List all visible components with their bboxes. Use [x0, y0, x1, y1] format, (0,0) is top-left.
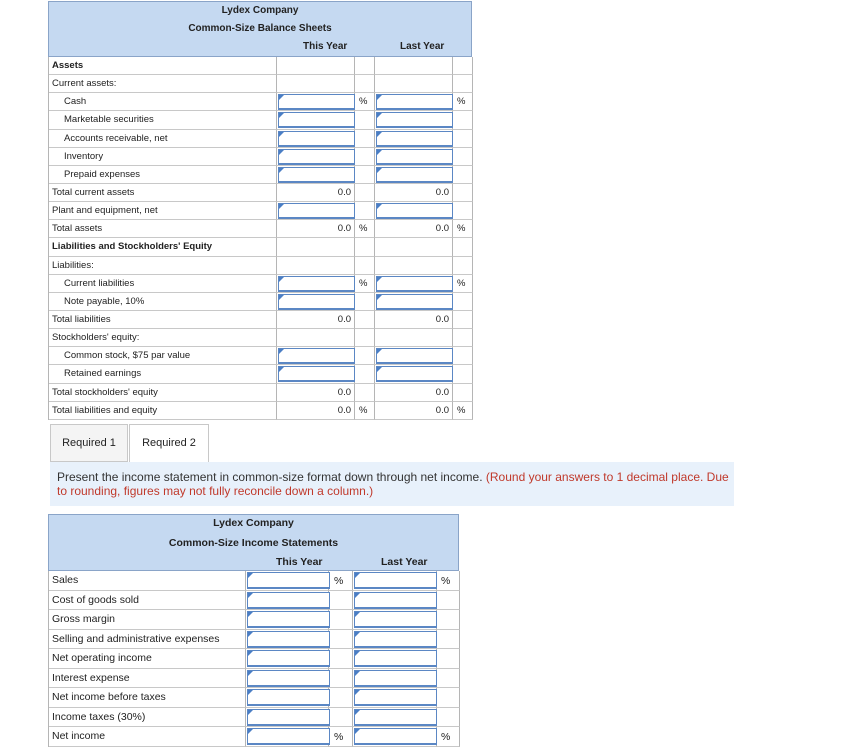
bs-last-year-value: 0.0	[435, 186, 449, 198]
is-row-label: Net income	[49, 727, 246, 747]
bs-last-year-input[interactable]	[376, 203, 453, 219]
bs-row	[48, 202, 472, 220]
bs-last-year-input[interactable]	[376, 149, 453, 165]
bs-this-year-value: 0.0	[337, 404, 351, 416]
bs-cell	[277, 257, 355, 275]
is-company-name: Lydex Company	[213, 517, 294, 529]
bs-row	[48, 57, 472, 75]
is-this-year-input[interactable]	[247, 728, 330, 745]
is-this-year-input[interactable]	[247, 670, 330, 687]
balance-sheet-header	[48, 1, 472, 57]
bs-this-year-input[interactable]	[278, 348, 355, 364]
is-col-last-year: Last Year	[381, 556, 428, 568]
bs-cell	[277, 238, 355, 256]
is-row-label: Sales	[49, 571, 246, 591]
bs-last-year-value: 0.0	[435, 313, 449, 325]
is-this-year-input[interactable]	[247, 572, 330, 589]
is-last-year-input[interactable]	[354, 631, 437, 648]
bs-cell	[375, 238, 453, 256]
is-last-year-percent: %	[441, 731, 451, 743]
bs-row-label: Retained earnings	[49, 365, 277, 383]
bs-cell	[453, 75, 473, 93]
bs-cell	[453, 130, 473, 148]
is-col-this-year: This Year	[276, 556, 323, 568]
bs-this-year-input[interactable]	[278, 94, 355, 110]
bs-row	[48, 111, 472, 129]
bs-cell	[453, 384, 473, 402]
is-row	[48, 669, 459, 689]
bs-row	[48, 275, 472, 293]
is-row	[48, 688, 459, 708]
is-cell	[329, 630, 353, 650]
bs-col-this-year: This Year	[303, 41, 348, 52]
is-this-year-input[interactable]	[247, 709, 330, 726]
is-row	[48, 610, 459, 630]
bs-this-year-input[interactable]	[278, 167, 355, 183]
bs-this-year-input[interactable]	[278, 203, 355, 219]
bs-col-last-year: Last Year	[400, 41, 445, 52]
bs-row	[48, 293, 472, 311]
bs-row	[48, 220, 472, 238]
bs-cell	[355, 238, 375, 256]
bs-cell	[453, 184, 473, 202]
balance-sheet-rows	[48, 57, 472, 420]
bs-this-year-input[interactable]	[278, 149, 355, 165]
is-this-year-input[interactable]	[247, 592, 330, 609]
bs-cell	[453, 329, 473, 347]
is-row-label: Income taxes (30%)	[49, 708, 246, 728]
instruction-text: Present the income statement in common-size format down through net income.	[57, 470, 483, 484]
bs-this-year-input[interactable]	[278, 366, 355, 382]
is-row-label: Net operating income	[49, 649, 246, 669]
bs-last-year-value: 0.0	[435, 223, 449, 235]
bs-this-year-input[interactable]	[278, 294, 355, 310]
is-row-label: Net income before taxes	[49, 688, 246, 708]
tab-required-1[interactable]: Required 1	[50, 424, 128, 462]
bs-row-label: Total assets	[49, 220, 277, 238]
bs-title: Common-Size Balance Sheets	[188, 23, 332, 34]
bs-cell	[355, 384, 375, 402]
bs-cell	[453, 166, 473, 184]
bs-cell	[375, 57, 453, 75]
bs-cell	[355, 329, 375, 347]
is-row	[48, 630, 459, 650]
bs-row	[48, 365, 472, 383]
bs-row	[48, 329, 472, 347]
bs-last-year-input[interactable]	[376, 131, 453, 147]
bs-cell	[355, 75, 375, 93]
is-last-year-input[interactable]	[354, 592, 437, 609]
bs-row-label: Inventory	[49, 148, 277, 166]
bs-row-label: Stockholders' equity:	[49, 329, 277, 347]
bs-cell	[355, 365, 375, 383]
bs-last-year-input[interactable]	[376, 366, 453, 382]
is-last-year-percent: %	[441, 575, 451, 587]
is-last-year-input[interactable]	[354, 572, 437, 589]
is-last-year-input[interactable]	[354, 689, 437, 706]
bs-row-label: Assets	[49, 57, 277, 75]
is-row-label: Gross margin	[49, 610, 246, 630]
bs-row	[48, 402, 472, 420]
is-cell	[437, 708, 460, 728]
is-cell	[329, 591, 353, 611]
tab-required-2[interactable]: Required 2	[129, 424, 209, 462]
bs-this-year-input[interactable]	[278, 131, 355, 147]
bs-this-year-percent: %	[359, 277, 368, 289]
bs-cell	[453, 202, 473, 220]
bs-cell	[375, 257, 453, 275]
is-row-label: Selling and administrative expenses	[49, 630, 246, 650]
bs-company-name: Lydex Company	[221, 5, 299, 16]
bs-cell	[453, 57, 473, 75]
bs-row-label: Current assets:	[49, 75, 277, 93]
bs-row-label: Marketable securities	[49, 111, 277, 129]
bs-row	[48, 347, 472, 365]
is-cell	[437, 630, 460, 650]
bs-last-year-input[interactable]	[376, 94, 453, 110]
bs-last-year-value: 0.0	[435, 386, 449, 398]
instruction-panel	[50, 462, 734, 506]
is-row	[48, 591, 459, 611]
bs-cell	[453, 238, 473, 256]
bs-this-year-value: 0.0	[337, 223, 351, 235]
is-cell	[437, 591, 460, 611]
income-statement-table	[48, 514, 459, 747]
bs-row-label: Liabilities and Stockholders' Equity	[49, 238, 277, 256]
bs-last-year-input[interactable]	[376, 348, 453, 364]
is-cell	[329, 610, 353, 630]
bs-this-year-value: 0.0	[337, 186, 351, 198]
is-row-label: Interest expense	[49, 669, 246, 689]
is-this-year-input[interactable]	[247, 611, 330, 628]
bs-last-year-percent: %	[457, 277, 466, 289]
is-row	[48, 727, 459, 747]
bs-last-year-value: 0.0	[435, 404, 449, 416]
bs-cell	[355, 57, 375, 75]
bs-cell	[453, 257, 473, 275]
bs-cell	[453, 148, 473, 166]
is-cell	[437, 669, 460, 689]
bs-cell	[355, 130, 375, 148]
bs-this-year-input[interactable]	[278, 276, 355, 292]
is-cell	[329, 688, 353, 708]
bs-row	[48, 384, 472, 402]
bs-cell	[453, 365, 473, 383]
is-cell	[329, 708, 353, 728]
bs-cell	[355, 166, 375, 184]
bs-cell	[355, 257, 375, 275]
is-cell	[329, 649, 353, 669]
is-this-year-input[interactable]	[247, 650, 330, 667]
is-last-year-input[interactable]	[354, 650, 437, 667]
is-this-year-percent: %	[334, 731, 344, 743]
is-last-year-input[interactable]	[354, 611, 437, 628]
bs-cell	[277, 75, 355, 93]
is-cell	[437, 610, 460, 630]
is-cell	[437, 688, 460, 708]
is-title: Common-Size Income Statements	[168, 537, 339, 549]
bs-row-label: Cash	[49, 93, 277, 111]
bs-cell	[355, 111, 375, 129]
bs-last-year-input[interactable]	[376, 276, 453, 292]
bs-cell	[453, 293, 473, 311]
bs-this-year-input[interactable]	[278, 112, 355, 128]
bs-cell	[355, 311, 375, 329]
income-statement-header	[48, 514, 459, 571]
is-row	[48, 571, 459, 591]
bs-row	[48, 148, 472, 166]
bs-row-label: Prepaid expenses	[49, 166, 277, 184]
bs-row-label: Total stockholders' equity	[49, 384, 277, 402]
bs-this-year-value: 0.0	[337, 386, 351, 398]
bs-last-year-input[interactable]	[376, 167, 453, 183]
bs-this-year-value: 0.0	[337, 313, 351, 325]
bs-row-label: Total liabilities and equity	[49, 402, 277, 420]
bs-cell	[277, 329, 355, 347]
bs-row	[48, 238, 472, 256]
bs-cell	[355, 293, 375, 311]
bs-cell	[355, 202, 375, 220]
balance-sheet-table	[48, 1, 472, 420]
is-row	[48, 649, 459, 669]
bs-row-label: Plant and equipment, net	[49, 202, 277, 220]
is-row-label: Cost of goods sold	[49, 591, 246, 611]
bs-last-year-input[interactable]	[376, 294, 453, 310]
is-row	[48, 708, 459, 728]
income-statement-rows	[48, 571, 459, 747]
bs-row-label: Liabilities:	[49, 257, 277, 275]
is-this-year-input[interactable]	[247, 689, 330, 706]
bs-row	[48, 311, 472, 329]
bs-row	[48, 184, 472, 202]
bs-cell	[277, 57, 355, 75]
bs-this-year-percent: %	[359, 96, 368, 108]
bs-row-label: Total current assets	[49, 184, 277, 202]
bs-cell	[375, 75, 453, 93]
bs-last-year-percent: %	[457, 96, 466, 108]
bs-cell	[355, 148, 375, 166]
bs-row-label: Current liabilities	[49, 275, 277, 293]
bs-row	[48, 75, 472, 93]
bs-last-year-input[interactable]	[376, 112, 453, 128]
bs-cell	[453, 347, 473, 365]
bs-row	[48, 93, 472, 111]
bs-row-label: Common stock, $75 par value	[49, 347, 277, 365]
bs-row	[48, 130, 472, 148]
bs-row-label: Total liabilities	[49, 311, 277, 329]
is-cell	[329, 669, 353, 689]
is-last-year-input[interactable]	[354, 670, 437, 687]
bs-cell	[355, 347, 375, 365]
is-cell	[437, 649, 460, 669]
bs-row-label: Accounts receivable, net	[49, 130, 277, 148]
bs-row-label: Note payable, 10%	[49, 293, 277, 311]
is-this-year-percent: %	[334, 575, 344, 587]
bs-cell	[453, 111, 473, 129]
is-last-year-input[interactable]	[354, 728, 437, 745]
bs-row	[48, 166, 472, 184]
bs-cell	[453, 311, 473, 329]
bs-this-year-percent: %	[359, 223, 368, 235]
bs-row	[48, 257, 472, 275]
is-last-year-input[interactable]	[354, 709, 437, 726]
instruction-rounding-note: (Round your answers to 1 decimal place. Due to rounding, figures may not fully reconcile down a column.)	[57, 470, 729, 498]
bs-last-year-percent: %	[457, 404, 466, 416]
bs-cell	[375, 329, 453, 347]
is-this-year-input[interactable]	[247, 631, 330, 648]
bs-last-year-percent: %	[457, 223, 466, 235]
bs-cell	[355, 184, 375, 202]
bs-this-year-percent: %	[359, 404, 368, 416]
